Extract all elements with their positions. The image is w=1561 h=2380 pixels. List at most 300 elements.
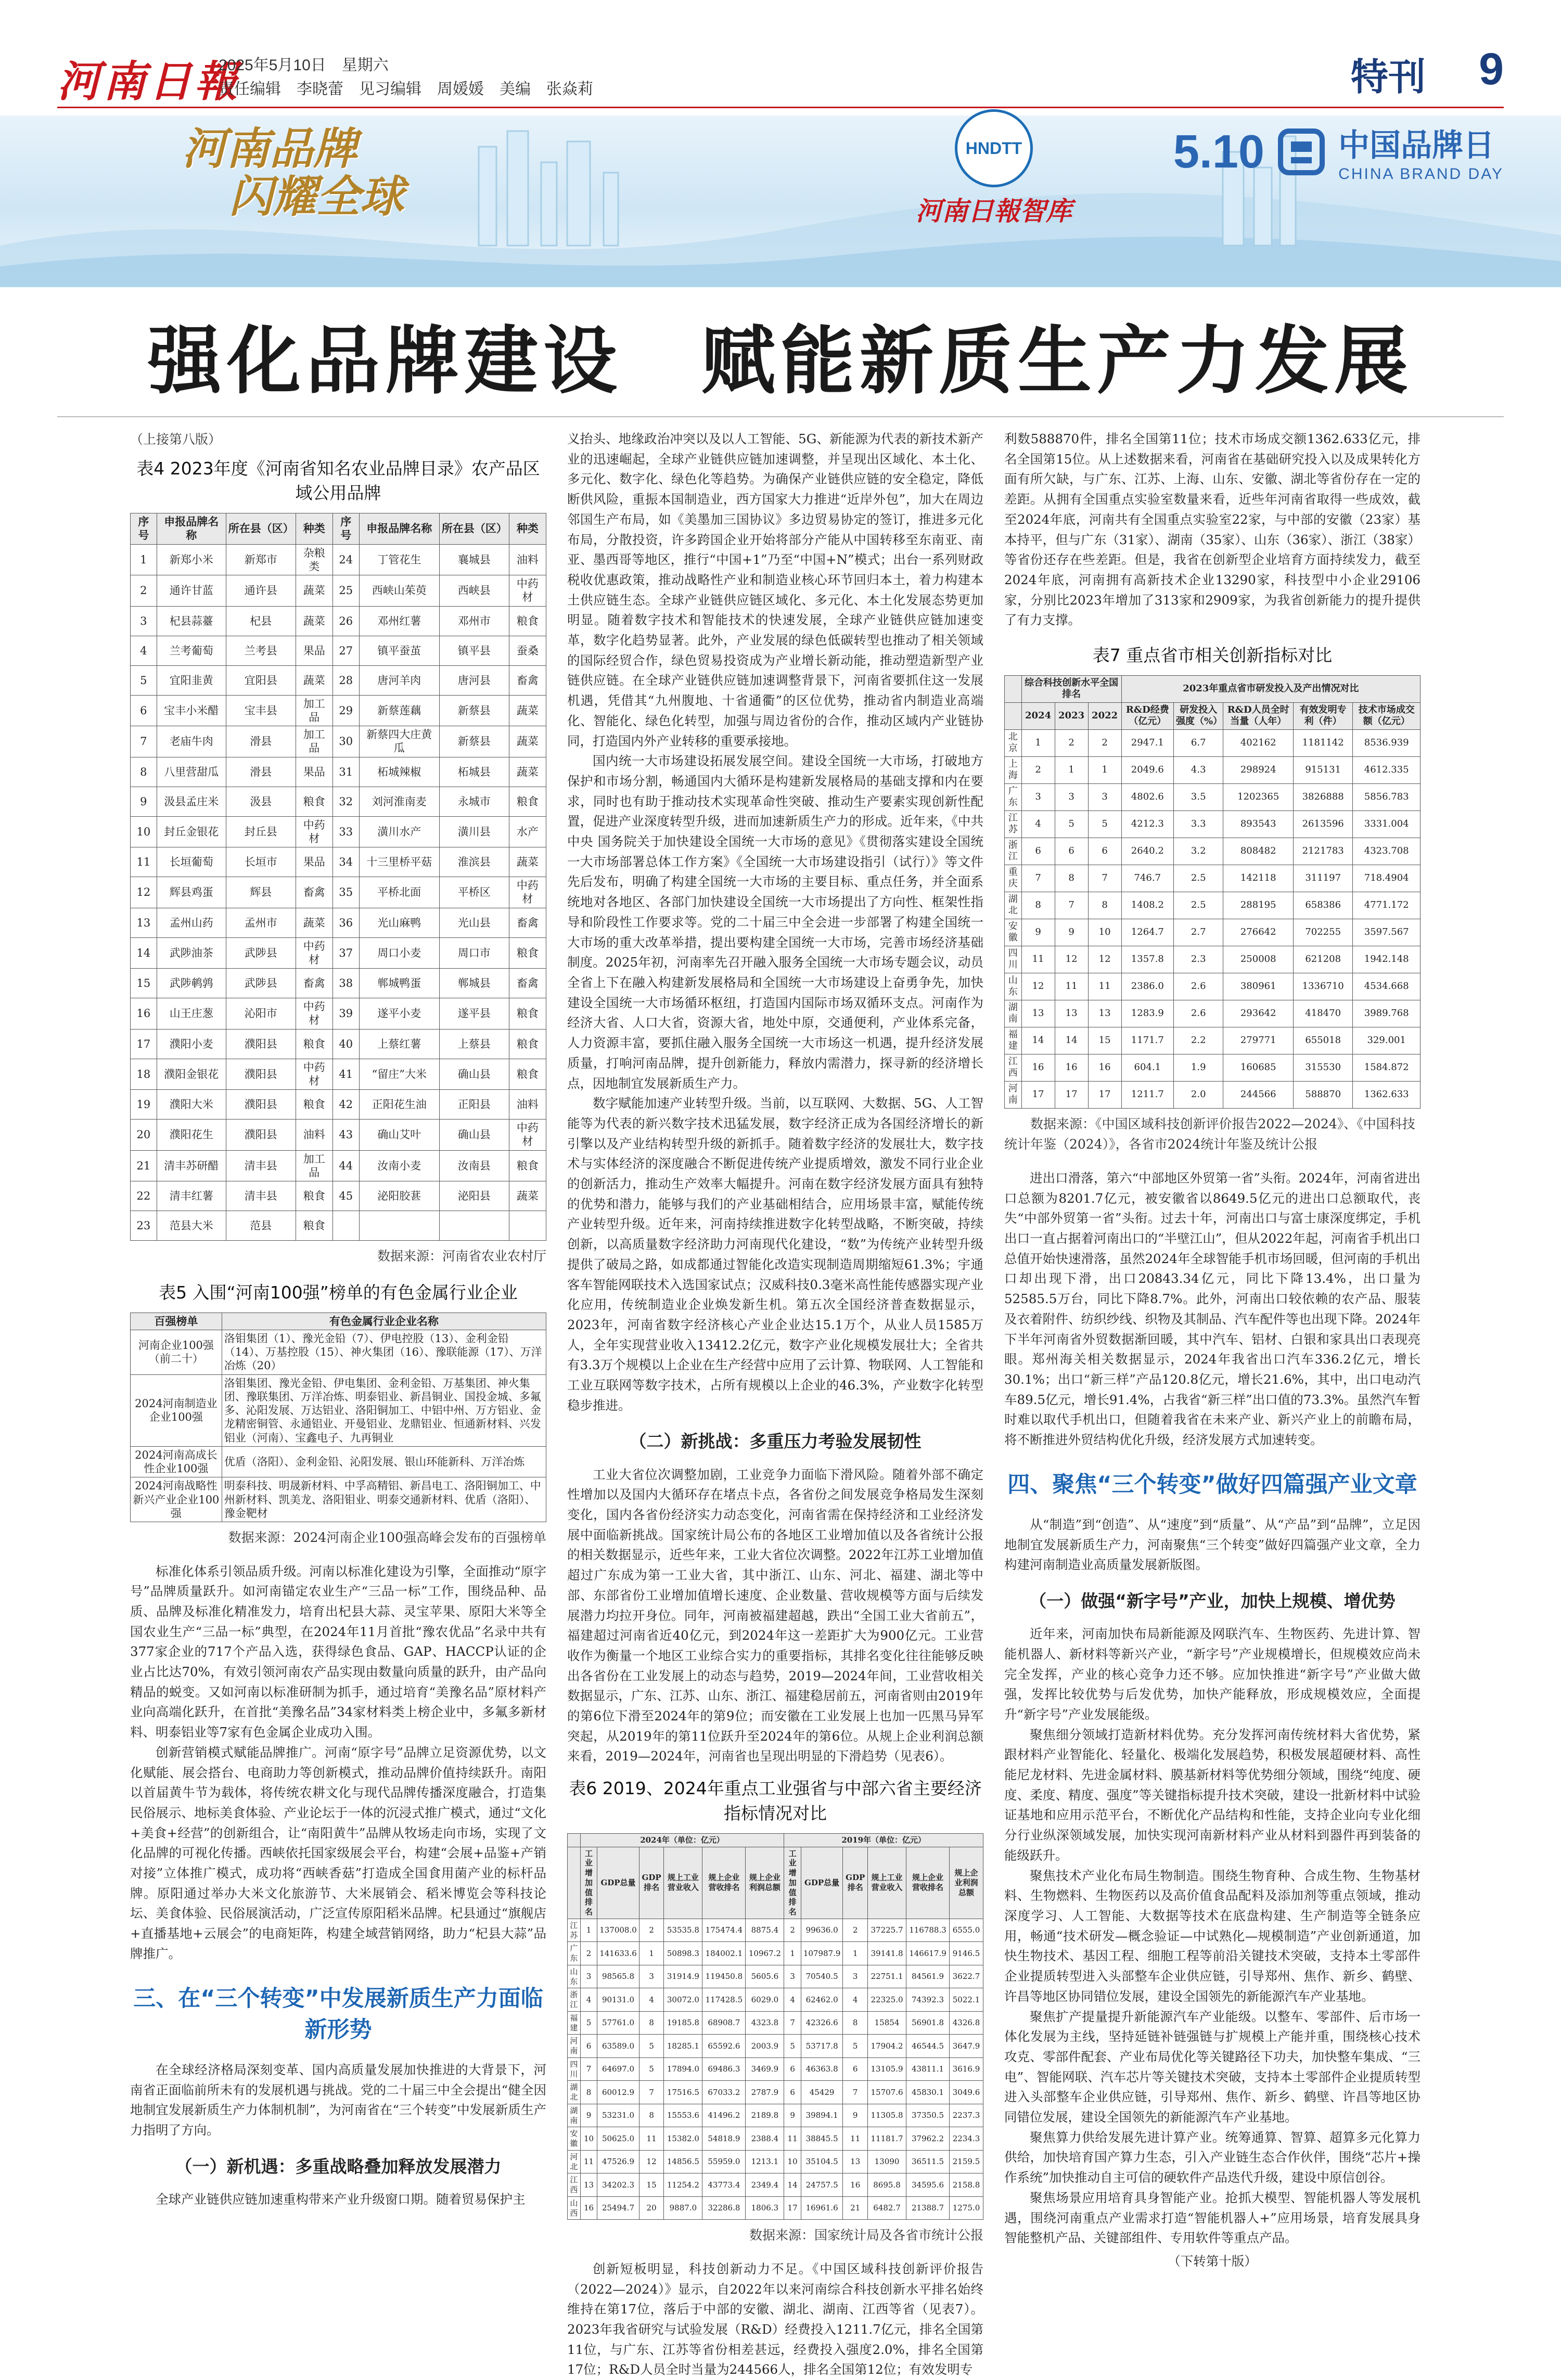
- table-cell: 24: [332, 544, 359, 575]
- table-cell: 杞县蒜薹: [157, 606, 226, 636]
- table-row: [131, 1181, 546, 1211]
- table-header-cell: [568, 1847, 581, 1919]
- table-cell: 武陟县: [226, 937, 296, 969]
- table-cell: 邓州市: [439, 606, 509, 636]
- table-cell: 12: [1021, 973, 1055, 1000]
- issue-date: 2025年5月10日 星期六: [219, 57, 389, 74]
- table-cell: 12: [1088, 946, 1121, 973]
- table-cell: 4534.668: [1353, 973, 1421, 1000]
- table-cell: 2787.9: [746, 2081, 784, 2104]
- table-row: [1005, 1027, 1421, 1054]
- table-cell: 19185.8: [664, 2011, 702, 2035]
- table-cell: 11181.7: [868, 2127, 906, 2151]
- table-cell: 46544.5: [906, 2035, 949, 2058]
- table-row: [1005, 811, 1421, 838]
- table-cell: 6: [1021, 838, 1055, 865]
- table-cell: 28: [332, 665, 359, 695]
- table-header-row: [568, 1833, 983, 1847]
- table-cell: 长垣市: [226, 847, 296, 877]
- table7-source: 数据来源：《中国区域科技创新评价报告2022—2024》、《中国科技统计年鉴（2024）》，各省市2024统计年鉴及统计公报: [1004, 1116, 1415, 1152]
- table-cell: 蔬菜: [509, 1181, 546, 1211]
- table-cell: 粮食: [296, 1090, 332, 1120]
- column-2: [567, 429, 983, 2380]
- table-row: [1005, 973, 1421, 1000]
- table-row: [568, 2081, 983, 2104]
- table-header-cell: 所在县（区）: [439, 513, 509, 545]
- table-cell: 水产: [509, 816, 546, 847]
- table-cell: 8: [1088, 892, 1121, 919]
- section-heading-4: 四、聚焦“三个转变”做好四篇强产业文章: [1007, 1471, 1417, 1498]
- table-cell: 12: [131, 877, 157, 908]
- table-row: [131, 1330, 546, 1374]
- table-cell: [509, 1211, 546, 1241]
- table-cell: 2121783: [1293, 838, 1352, 865]
- table-cell: 3.5: [1173, 783, 1223, 811]
- table-cell: 中药材: [509, 877, 546, 908]
- table-cell: 19: [131, 1090, 157, 1120]
- table-cell: 浙江: [568, 1988, 581, 2012]
- table-cell: 11: [1021, 946, 1055, 973]
- table-cell: 25494.7: [597, 2196, 639, 2220]
- table-cell: 604.1: [1121, 1054, 1173, 1081]
- table-cell: 濮阳县: [226, 1029, 296, 1059]
- table-cell: 新郑市: [226, 544, 296, 575]
- headline-rule: [57, 416, 1504, 417]
- table-cell: 32286.8: [702, 2196, 746, 2220]
- table-cell: 53717.8: [801, 2035, 843, 2058]
- table-cell: 清丰县: [226, 1150, 296, 1181]
- table-cell: 8: [843, 2011, 868, 2035]
- table-cell: 蔬菜: [509, 695, 546, 726]
- table-cell: 55959.0: [702, 2150, 746, 2173]
- table-header-cell: 申报品牌名称: [359, 513, 439, 545]
- subheading: （一）新机遇：多重战略叠加释放发展潜力: [175, 2156, 502, 2177]
- table-cell: 孟州山药: [157, 908, 226, 937]
- table-cell: 河南企业100强（前二十）: [131, 1330, 222, 1374]
- table-cell: 清丰红薯: [157, 1181, 226, 1211]
- table-cell: 2024河南制造业企业100强: [131, 1374, 222, 1446]
- table-cell: 蔬菜: [509, 726, 546, 757]
- column-1: [130, 429, 546, 2210]
- table-cell: 1: [784, 1942, 801, 1965]
- table-cell: 1806.3: [746, 2196, 784, 2220]
- table-cell: 2159.5: [950, 2150, 983, 2173]
- table-cell: 邓州红薯: [359, 606, 439, 636]
- table-cell: 中药材: [509, 575, 546, 607]
- table-cell: 250008: [1223, 946, 1294, 973]
- table-cell: 唐河县: [439, 665, 509, 695]
- table-cell: 潢川县: [439, 816, 509, 847]
- table-header-cell: 百强榜单: [131, 1313, 222, 1330]
- table-cell: 1171.7: [1121, 1027, 1173, 1054]
- table-cell: 3331.004: [1353, 811, 1421, 838]
- table-cell: 45830.1: [906, 2081, 949, 2104]
- table-header-cell: 规上企业营收排名: [702, 1847, 746, 1919]
- table-cell: 14: [784, 2173, 801, 2197]
- table-cell: 13: [580, 2173, 597, 2197]
- table-cell: 江苏: [1005, 811, 1022, 838]
- table-cell: 确山艾叶: [359, 1120, 439, 1151]
- table-cell: 5: [580, 2011, 597, 2035]
- section-heading-3: 三、在“三个转变”中发展新质生产力面临新形势: [133, 1985, 543, 2043]
- table4: [130, 513, 546, 1241]
- table-cell: 畜禽: [509, 665, 546, 695]
- table-cell: 2: [1055, 729, 1088, 756]
- table-header-cell: 2023年重点省市研发投入及产出情况对比: [1121, 675, 1420, 702]
- table-cell: 8536.939: [1353, 729, 1421, 756]
- table-row: [131, 1446, 546, 1477]
- table-row: [131, 847, 546, 877]
- table-cell: 2613596: [1293, 811, 1352, 838]
- table-cell: 滑县: [226, 757, 296, 787]
- table-cell: 15: [1088, 1027, 1121, 1054]
- table-cell: 5: [1088, 811, 1121, 838]
- table-cell: 33: [332, 816, 359, 847]
- table-cell: 3.3: [1173, 811, 1223, 838]
- table-cell: 21: [131, 1150, 157, 1181]
- table-cell: 3647.9: [950, 2035, 983, 2058]
- table-cell: 718.4904: [1353, 865, 1421, 892]
- table-header-cell: R&D人员全时当量（人年）: [1223, 702, 1294, 729]
- table-cell: 9: [1055, 919, 1088, 946]
- table-cell: 6: [784, 2081, 801, 2104]
- table-cell: 37350.5: [906, 2104, 949, 2127]
- column-3: [1004, 429, 1421, 2272]
- table-cell: 1: [1088, 756, 1121, 783]
- table-row: [568, 2173, 983, 2197]
- table-cell: 7: [1021, 865, 1055, 892]
- table-cell: 1: [639, 1942, 664, 1965]
- table-cell: 6: [580, 2035, 597, 2058]
- table-cell: 137008.0: [597, 1919, 639, 1942]
- table-cell: 10967.2: [746, 1942, 784, 1965]
- table-cell: 2158.8: [950, 2173, 983, 2197]
- table-cell: 24757.5: [801, 2173, 843, 2197]
- table-cell: 29: [332, 695, 359, 726]
- table-cell: 4: [580, 1988, 597, 2012]
- table-cell: 封丘县: [226, 816, 296, 847]
- table-cell: 2.6: [1173, 1000, 1223, 1027]
- table-cell: 广东: [1005, 783, 1022, 811]
- table-cell: 畜禽: [296, 877, 332, 908]
- table-cell: 17904.2: [868, 2035, 906, 2058]
- table-cell: 53231.0: [597, 2104, 639, 2127]
- table-cell: 湖北: [1005, 892, 1022, 919]
- table-cell: 果品: [296, 757, 332, 787]
- table-row: [131, 665, 546, 695]
- newspaper-logo: 河南日報: [57, 57, 240, 107]
- table-cell: 10: [784, 2150, 801, 2173]
- table-header-cell: 2024年（单位：亿元）: [580, 1833, 784, 1847]
- table-header-cell: 2024: [1021, 702, 1055, 729]
- table-cell: 油料: [509, 544, 546, 575]
- table-cell: 武陟县: [226, 969, 296, 998]
- table-row: [568, 1988, 983, 2012]
- paragraph: 从“制造”到“创造”、从“速度”到“质量”、从“产品”到“品牌”，立足因地制宜发展新质生产力，河南聚焦“三个转变”做好四篇强产业文章，全力构建河南制造业高质量发展新版图。: [1004, 1516, 1421, 1573]
- table-row: [131, 757, 546, 787]
- table-cell: 418470: [1293, 1000, 1352, 1027]
- table-cell: 中药材: [296, 816, 332, 847]
- table-cell: 辉县: [226, 877, 296, 908]
- table-cell: 3989.768: [1353, 1000, 1421, 1027]
- table-cell: 确山县: [439, 1059, 509, 1090]
- table-cell: 濮阳小麦: [157, 1029, 226, 1059]
- table-cell: 畜禽: [509, 908, 546, 937]
- table-cell: [332, 1211, 359, 1241]
- table-row: [568, 2127, 983, 2151]
- table-cell: 9: [580, 2104, 597, 2127]
- table-cell: 63589.0: [597, 2035, 639, 2058]
- table-header-row: [1005, 702, 1421, 729]
- table6-source: 数据来源：国家统计局及各省市统计公报: [749, 2228, 983, 2243]
- table-cell: 4212.3: [1121, 811, 1173, 838]
- table5: [130, 1313, 546, 1523]
- table-cell: 18285.1: [664, 2035, 702, 2058]
- table-cell: 潢川水产: [359, 816, 439, 847]
- table-header-cell: 研发投入强度（%）: [1173, 702, 1223, 729]
- table-header-cell: 有色金属行业企业名称: [222, 1313, 546, 1330]
- table-cell: 6: [1055, 838, 1088, 865]
- table-cell: 四川: [1005, 946, 1022, 973]
- table-cell: 粮食: [509, 937, 546, 969]
- table-cell: 1283.9: [1121, 1000, 1173, 1027]
- paragraph: 进出口滑落，第六“中部地区外贸第一省”头衔。2024年，河南省进出口总额为8201.7亿元，被安徽省以8649.5亿元的进出口总额取代，丧失“中部外贸第一省”头衔。过去十年，河南出口与富士康深度绑定，手机出口一直占据着河南出口的“半壁江山”，但从2022年起，河南省手机出口总值开始快速滑落，虽然2024年全球智能手机市场回暖，但河南的手机出口却出现下滑，出口20843.34亿元，同比下降13.4%，出口量为52585.5万台，同比下降8.7%。此外，河南出口较依赖的农产品、服装及衣着附件、纺织纱线、织物及其制品、汽车配件等也出现下降。2024年下半年河南省外贸数据渐回暖，其中汽车、铝材、白银和家具出口表现亮眼。郑州海关相关数据显示，2024年我省出口汽车336.2亿元，增长30.1%；出口“新三样”产品120.8亿元，增长21.6%，其中，出口电动汽车89.5亿元，增长91.4%，占我省“新三样”出口值的73.3%。虽然汽车暂时难以取代手机出口，但随着我省在未来产业、新兴产业上的前瞻布局，将不断推进外贸结构优化升级，经济发展方式加速转变。: [1004, 1170, 1421, 1448]
- table-row: [131, 1120, 546, 1151]
- table-cell: 15553.6: [664, 2104, 702, 2127]
- table-cell: 160685: [1223, 1054, 1294, 1081]
- table-cell: 畜禽: [296, 969, 332, 998]
- table-cell: 4: [639, 1988, 664, 2012]
- table-cell: 2: [131, 575, 157, 607]
- table-cell: 镇平蚕茧: [359, 636, 439, 665]
- table-cell: 10: [1088, 919, 1121, 946]
- table-cell: 11254.2: [664, 2173, 702, 2197]
- table-cell: [359, 1211, 439, 1241]
- table-cell: 808482: [1223, 838, 1294, 865]
- table-cell: 山东: [568, 1965, 581, 1988]
- table-header-cell: 规上工业营业收入: [664, 1847, 702, 1919]
- table-cell: 1357.8: [1121, 946, 1173, 973]
- table-cell: 5: [639, 2035, 664, 2058]
- table-row: [568, 1965, 983, 1988]
- table-cell: 17: [784, 2196, 801, 2220]
- table-cell: 遂平县: [439, 998, 509, 1030]
- hndtt-badge: HNDTT: [955, 109, 1033, 187]
- table-cell: 9: [784, 2104, 801, 2127]
- table5-caption: 表5 入围“河南100强”榜单的有色金属行业企业: [159, 1282, 518, 1303]
- table-cell: 郸城鸭蛋: [359, 969, 439, 998]
- table-cell: 封丘金银花: [157, 816, 226, 847]
- table-cell: 621208: [1293, 946, 1352, 973]
- table-cell: 293642: [1223, 1000, 1294, 1027]
- table-cell: 长垣葡萄: [157, 847, 226, 877]
- table-cell: 46363.8: [801, 2057, 843, 2081]
- paragraph: 数字赋能加速产业转型升级。当前，以互联网、大数据、5G、人工智能等为代表的新兴数字技术迅猛发展，数字经济正成为各国经济增长的新引擎以及产业结构转型升级的新抓手。随着数字经济的发展壮大，数字技术与实体经济的深度融合不断促进传统产业提质增效，激发不同行业企业的创新活力，推动生产效率大幅提升。河南在数字经济发展方面具有独特的优势和潜力，能够与我们的产业基础相结合，应用场景丰富，赋能传统产业转型升级。近年来，河南持续推进数字化转型战略，不断突破，持续创新，以高质量数字经济助力河南现代化建设，“数”为传统产业转型升级提供了破局之路，如成都通过智能化改造实现制造周期缩短61.3%；宇通客车智能网联技术入选国家试点；汉威科技0.3毫米高性能传感器实现产业化应用，传统制造业企业焕发新生机。第五次全国经济普查数据显示，2023年，河南省数字经济核心产业企业达15.1万个，从业人员1585万人，全年实现营业收入13412.2亿元，数字产业化规模发展壮大；全省共有3.3万个规模以上企业在生产经营中应用了云计算、物联网、人工智能和工业互联网等数字技术，占所有规模以上企业的46.3%，产业数字化转型稳步推进。: [567, 1096, 983, 1413]
- table-cell: 6: [784, 2057, 801, 2081]
- table-cell: 粮食: [509, 998, 546, 1030]
- table-cell: 蔬菜: [296, 575, 332, 607]
- table-cell: 新郑小米: [157, 544, 226, 575]
- table-header-cell: GDP排名: [843, 1847, 868, 1919]
- table-cell: 31: [332, 757, 359, 787]
- table-cell: 湖南: [568, 2104, 581, 2127]
- table4-source: 数据来源：河南省农业农村厅: [377, 1249, 546, 1264]
- table-cell: 1: [131, 544, 157, 575]
- table-cell: 果品: [296, 847, 332, 877]
- table-header-cell: 所在县（区）: [226, 513, 296, 545]
- table-cell: 洛钼集团（1）、豫光金铅（7）、伊电控股（13）、金利金铅（14）、万基控股（15）、神火集团（16）、豫联能源（17）、万洋冶炼（20）: [222, 1330, 546, 1374]
- table-cell: 粮食: [509, 1029, 546, 1059]
- table-cell: 288195: [1223, 892, 1294, 919]
- paragraph: 聚焦场景应用培育具身智能产业。抢抓大模型、智能机器人等发展机遇，围绕河南重点产业需求打造“智能机器人+”应用场景，培育发展具身智能整机产品、关键部组件、专用软件等重点产品。: [1004, 2190, 1421, 2246]
- table-cell: 8: [639, 2011, 664, 2035]
- table-cell: 泌阳胶葚: [359, 1181, 439, 1211]
- table-cell: 江苏: [568, 1919, 581, 1942]
- table-cell: 通许县: [226, 575, 296, 607]
- table-cell: 9: [843, 2104, 868, 2127]
- table-cell: 3: [784, 1965, 801, 1988]
- table-cell: 13: [1021, 1000, 1055, 1027]
- table-cell: 34202.3: [597, 2173, 639, 2197]
- table-cell: 17516.5: [664, 2081, 702, 2104]
- table-cell: 11305.8: [868, 2104, 906, 2127]
- table-cell: 1: [1055, 756, 1088, 783]
- brand-day-date: 5.10: [1173, 125, 1264, 178]
- table-header-cell: 工业增加值排名: [784, 1847, 801, 1919]
- subheading: （一）做强“新字号”产业，加快上规模、增优势: [1029, 1591, 1396, 1612]
- table-cell: 襄城县: [439, 544, 509, 575]
- table-cell: 四川: [568, 2057, 581, 2081]
- table-row: [568, 2150, 983, 2173]
- table-row: [131, 1150, 546, 1181]
- table-cell: 9: [131, 787, 157, 816]
- table-cell: 八里营甜瓜: [157, 757, 226, 787]
- table-cell: 3.2: [1173, 838, 1223, 865]
- table-header-cell: 种类: [509, 513, 546, 545]
- table-cell: 4: [131, 636, 157, 665]
- table-cell: 1264.7: [1121, 919, 1173, 946]
- table-cell: 粮食: [509, 606, 546, 636]
- table-cell: 65592.6: [702, 2035, 746, 2058]
- table-row: [131, 1059, 546, 1090]
- table7-caption: 表7 重点省市相关创新指标对比: [1092, 645, 1333, 666]
- table-cell: 11: [843, 2127, 868, 2151]
- table-row: [1005, 1081, 1421, 1108]
- table-cell: 粮食: [296, 787, 332, 816]
- table-cell: 37225.7: [868, 1919, 906, 1942]
- table-cell: 315530: [1293, 1054, 1352, 1081]
- table-cell: 2237.3: [950, 2104, 983, 2127]
- table-cell: 2: [639, 1919, 664, 1942]
- table-row: [131, 575, 546, 607]
- table-cell: 清丰苏研醋: [157, 1150, 226, 1181]
- table-cell: 丁管花生: [359, 544, 439, 575]
- table-header-cell: 种类: [296, 513, 332, 545]
- table-cell: 40: [332, 1029, 359, 1059]
- table-cell: 1181142: [1293, 729, 1352, 756]
- table-cell: 16: [1021, 1054, 1055, 1081]
- table-header-row: [1005, 675, 1421, 702]
- table-cell: 35: [332, 877, 359, 908]
- table-cell: 11: [580, 2150, 597, 2173]
- table-cell: 中药材: [296, 998, 332, 1030]
- table-header-row: [568, 1847, 983, 1919]
- table-cell: 41496.2: [702, 2104, 746, 2127]
- table-cell: 12: [1055, 946, 1088, 973]
- table-cell: 2386.0: [1121, 973, 1173, 1000]
- table-cell: 3826888: [1293, 783, 1352, 811]
- table-cell: 13: [1088, 1000, 1121, 1027]
- table-cell: 2234.3: [950, 2127, 983, 2151]
- table-cell: 2.6: [1173, 973, 1223, 1000]
- table-cell: 2.2: [1173, 1027, 1223, 1054]
- paragraph: 国内统一大市场建设拓展发展空间。建设全国统一大市场，打破地方保护和市场分割，畅通国内大循环是构建新发展格局的基础支撑和内在要求，同时也有助于推动技术实现革命性突破、推动生产要素实现创新性配置，促进产业深度转型升级，进而加速新质生产力的形成。近年来，《中共中央 国务院关于加快建设全国统一大市场的意见》《贯彻落实建设全国统一大市场部署总体工作方案》《全国统一大市场建设指引（试行）》等文件先后发布，明确了构建全国统一大市场的主要目标、重点任务，并全面系统地对各地区、各部门加快建设全国统一大市场提出了方向性、框架性指导和阶段性工作要求等。党的二十届三中全会进一步部署了构建全国统一大市场的重大改革举措，提出要构建全国统一大市场，完善市场经济基础制度。2025年初，河南率先召开融入服务全国统一大市场专题会议，动员全省上下在融入构建新发展格局和全国统一大市场建设上奋勇争先，加快建设全国统一大市场循环枢纽，打造国内国际市场双循环支点。河南作为经济大省、人口大省，资源大省，地处中原，交通便利，产业体系完备，人力资源丰富，要抓住融入服务全国统一大市场这一机遇，提升经济发展质量，打响河南品牌，提升创新能力，释放内需潜力，探寻新的经济增长点，因地制宜发展新质生产力。: [567, 753, 983, 1091]
- table-cell: 17: [131, 1029, 157, 1059]
- table-cell: 36: [332, 908, 359, 937]
- banner-slogan: [182, 125, 404, 221]
- table-cell: 湖北: [568, 2081, 581, 2104]
- table-cell: 60012.9: [597, 2081, 639, 2104]
- table-cell: 69486.3: [702, 2057, 746, 2081]
- table-cell: 2349.4: [746, 2173, 784, 2197]
- paragraph: 聚焦扩产提量提升新能源汽车产业能级。以整车、零部件、后市场一体化发展为主线，坚持延链补链强链与扩规模上产能并重，围绕核心技术攻克、零部件配套、产业布局优化等关键路径下功夫，加快整车集成、“三电”、智能网联、汽车芯片等关键技术突破，支持本土零部件企业提质转型进入头部整车企业供应链，引导郑州、焦作、新乡、鹤壁、许昌等地区协同错位发展，建设全国领先的新能源汽车产业基地。: [1004, 2009, 1421, 2125]
- table-cell: 新蔡四大庄黄瓜: [359, 726, 439, 757]
- table-cell: “留庄”大米: [359, 1059, 439, 1090]
- table-cell: 湖南: [1005, 1000, 1022, 1027]
- table-cell: 周口市: [439, 937, 509, 969]
- subheading: （二）新挑战：多重压力考验发展韧性: [629, 1431, 922, 1452]
- table-header-cell: 申报品牌名称: [157, 513, 226, 545]
- table-cell: 142118: [1223, 865, 1294, 892]
- table-cell: 广东: [568, 1942, 581, 1965]
- table-cell: 北京: [1005, 729, 1022, 756]
- table-row: [568, 2057, 983, 2081]
- table-cell: 杞县: [226, 606, 296, 636]
- table-row: [568, 2035, 983, 2058]
- table-cell: 14: [1055, 1027, 1088, 1054]
- table-cell: 优盾（洛阳）、金利金铅、沁阳发展、银山环能新科、万洋冶炼: [222, 1446, 546, 1477]
- table-cell: 安徽: [1005, 919, 1022, 946]
- table-cell: 17: [1021, 1081, 1055, 1108]
- table-row: [131, 908, 546, 937]
- table-cell: 中药材: [509, 1120, 546, 1151]
- table-cell: 范县大米: [157, 1211, 226, 1241]
- table-cell: 3616.9: [950, 2057, 983, 2081]
- slogan-line-2: 闪耀全球: [229, 171, 404, 223]
- table-cell: 746.7: [1121, 865, 1173, 892]
- table-cell: 粮食: [296, 1211, 332, 1241]
- table-cell: 正阳县: [439, 1090, 509, 1120]
- table-cell: 15: [131, 969, 157, 998]
- table-cell: 中药材: [296, 937, 332, 969]
- table-cell: 13: [1055, 1000, 1088, 1027]
- table-cell: 洛钼集团、豫光金铅、伊电集团、金利金铅、万基集团、神火集团、豫联集团、万洋冶炼、明泰铝业、新昌铜业、国投金城、多氟多、沁阳发展、万达铝业、洛阳铜加工、中铝中州、万方铝业、金龙精密铜管、永通铝业、开曼铝业、龙鼎铝业、恒通新材料、兴发铝业（河南）、宝鑫电子、九再铜业: [222, 1374, 546, 1446]
- table-cell: 56901.8: [906, 2011, 949, 2035]
- table-cell: 702255: [1293, 919, 1352, 946]
- table-cell: 2: [1021, 756, 1055, 783]
- table-cell: 8: [639, 2104, 664, 2127]
- table-cell: 42326.6: [801, 2011, 843, 2035]
- table-cell: 4: [843, 1988, 868, 2012]
- table-cell: 298924: [1223, 756, 1294, 783]
- table-cell: 9887.0: [664, 2196, 702, 2220]
- table-cell: 5: [639, 2057, 664, 2081]
- table-cell: 6: [131, 695, 157, 726]
- brand-day-logo: [1173, 121, 1504, 183]
- table-cell: 26: [332, 606, 359, 636]
- table-cell: 30: [332, 726, 359, 757]
- table-row: [1005, 1000, 1421, 1027]
